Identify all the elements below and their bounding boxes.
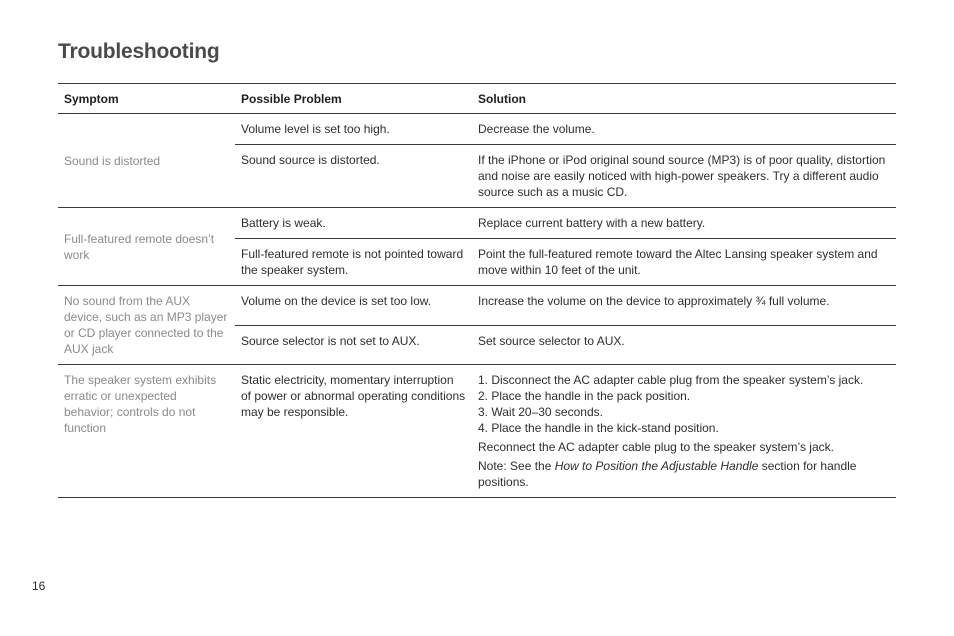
solution-cell: Replace current battery with a new battery. [472, 208, 896, 239]
page-title: Troubleshooting [58, 40, 220, 63]
column-header-symptom: Symptom [58, 84, 235, 114]
table-header-row [58, 84, 896, 114]
table-row [58, 286, 896, 326]
solution-note [478, 458, 890, 490]
solution-cell: Point the full-featured remote toward the Altec Lansing speaker system and move within 10 feet of the unit. [472, 239, 896, 286]
note-reference: How to Position the Adjustable Handle [554, 459, 759, 473]
solution-cell: Set source selector to AUX. [472, 325, 896, 365]
problem-cell: Battery is weak. [235, 208, 472, 239]
note-prefix: Note: See the [478, 459, 555, 473]
symptom-cell: Sound is distorted [58, 114, 235, 208]
solution-step: 1. Disconnect the AC adapter cable plug from the speaker system’s jack. [478, 373, 864, 387]
problem-cell: Full-featured remote is not pointed toward the speaker system. [235, 239, 472, 286]
column-header-solution: Solution [472, 84, 896, 114]
table-row [58, 114, 896, 145]
solution-step: 3. Wait 20–30 seconds. [478, 405, 603, 419]
table-row [58, 365, 896, 498]
page-number: 16 [32, 579, 46, 593]
solution-cell: If the iPhone or iPod original sound source (MP3) is of poor quality, distortion and noise are easily noticed with high-power speakers. Try a different audio source such as a music CD. [472, 145, 896, 208]
solution-step: 2. Place the handle in the pack position. [478, 389, 691, 403]
symptom-cell: Full-featured remote doesn’t work [58, 208, 235, 286]
note-suffix: section for handle positions. [478, 459, 857, 489]
solution-cell [472, 365, 896, 498]
problem-cell: Volume level is set too high. [235, 114, 472, 145]
solution-cell: Increase the volume on the device to approximately ¾ full volume. [472, 286, 896, 326]
problem-cell: Source selector is not set to AUX. [235, 325, 472, 365]
symptom-cell: The speaker system exhibits erratic or unexpected behavior; controls do not function [58, 365, 235, 498]
column-header-problem: Possible Problem [235, 84, 472, 114]
solution-step: 4. Place the handle in the kick-stand position. [478, 421, 719, 435]
solution-cell: Decrease the volume. [472, 114, 896, 145]
solution-reconnect: Reconnect the AC adapter cable plug to the speaker system’s jack. [478, 440, 834, 454]
problem-cell: Sound source is distorted. [235, 145, 472, 208]
symptom-cell: No sound from the AUX device, such as an MP3 player or CD player connected to the AUX jack [58, 286, 235, 365]
troubleshooting-table [58, 83, 896, 498]
table-row [58, 208, 896, 239]
problem-cell: Static electricity, momentary interruption of power or abnormal operating conditions may be responsible. [235, 365, 472, 498]
problem-cell: Volume on the device is set too low. [235, 286, 472, 326]
